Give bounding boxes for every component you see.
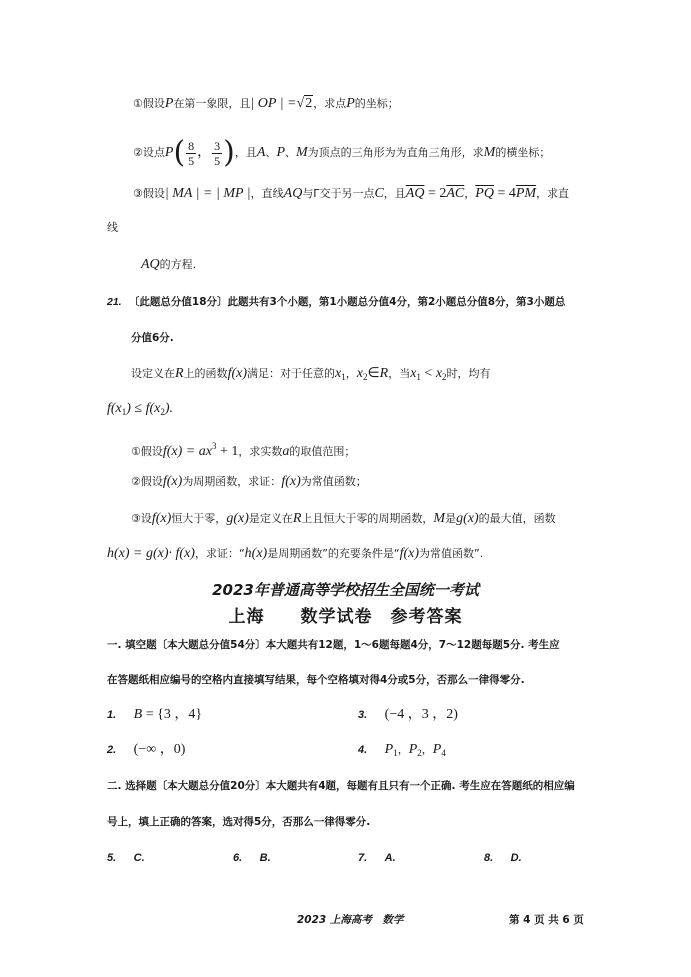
fraction: $\frac{8}{5}$: [188, 138, 195, 168]
q21-part2: ②假设f(x)为周期函数，求证：f(x)为常值函数；: [131, 474, 367, 489]
answer-title: 2023年普通高等学校招生全国统一考试: [212, 581, 479, 599]
answer-5: 5. C.: [107, 852, 145, 864]
fraction: $\frac{3}{5}$: [214, 138, 221, 168]
q21-part3-line1: ③设f(x)恒大于零，g(x)是定义在R上且恒大于零的周期函数，M是g(x)的最大值，函数: [131, 511, 556, 526]
q20-text: 在第一象限，且: [173, 97, 251, 110]
q20-text: ，求点: [313, 97, 347, 110]
section1-instructions-line1: 一. 填空题〔本大题总分值54分〕本大题共有12题，1～6题每题4分，7～12题每题5分. 考生应: [107, 639, 560, 651]
q20-wrap-text: 线: [107, 221, 118, 234]
vector-pm: $\overline{PM}$: [515, 186, 537, 201]
vector-ac: $\overline{AC}$: [446, 186, 465, 201]
answer-3: 3. (−4 ，3 ，2): [358, 707, 458, 722]
section2-instructions-line1: 二. 选择题〔本大题总分值20分〕本大题共有4题，每题有且只有一个正确. 考生应在答题纸的相应编: [107, 780, 575, 792]
answer-subtitle: 上海 数学试卷 参考答案: [228, 607, 463, 627]
vector-pq: $\overline{PQ}$: [475, 186, 494, 201]
section1-instructions-line2: 在答题纸相应编号的空格内直接填写结果，每个空格填对得4分或5分，否那么一律得零分.: [107, 674, 525, 686]
math-var: P: [346, 96, 355, 111]
q21-stem-line1: 设定义在R上的函数f(x)满足：对于任意的$x_1$，$x_2\in R$，当$x_1 < x_2$时，均有: [131, 366, 491, 382]
answer-7: 7. A.: [358, 852, 396, 864]
vector-aq: $\overline{AQ}$: [405, 186, 425, 201]
q20-text: ①假设: [133, 97, 165, 110]
math-var: P: [164, 96, 174, 111]
section2-instructions-line2: 号上，填上正确的答案，选对得5分，否那么一律得零分.: [107, 816, 371, 828]
q21-header-line1: 21. 〔此题总分值18分〕此题共有3个小题，第1小题总分值4分，第2小题总分值8分，第3小题总: [107, 296, 566, 308]
q21-stem-line2: $f(x_1) \le f(x_2)$.: [107, 401, 174, 417]
answer-1: 1. B = {3 ，4}: [107, 707, 203, 722]
q20-part1: ①假设P在第一象限，且| OP | =√2，求点P的坐标；: [133, 96, 399, 111]
answer-8: 8. D.: [484, 852, 522, 864]
footer-page-number: 第 4 页 共 6 页: [509, 914, 584, 926]
q20-part3-end: AQ的方程.: [141, 257, 197, 272]
math-sqrt-value: 2: [305, 96, 313, 111]
answer-2: 2. (−∞ ，0): [107, 742, 186, 757]
answer-4: 4. $P_1$，$P_2$，$P_4$: [358, 742, 446, 758]
question-number: 21.: [107, 296, 122, 308]
q21-header-line2: 分值6分.: [131, 332, 174, 344]
q21-part3-line2: h(x) = g(x)· f(x)，求证：“h(x)是周期函数”的充要条件是“f(x)为常值函数”.: [107, 546, 484, 561]
footer-title: 2023 上海高考 数学: [297, 914, 404, 926]
q20-part2: ②设点P( $\frac{8}{5}$ ， $\frac{3}{5}$ )，且A、P、M为顶点的三角形为为直角三角形，求M的横坐标；: [133, 135, 551, 170]
math-expr: | MA | = | MP |: [164, 186, 251, 201]
math-expr: | OP | =: [250, 96, 297, 111]
q21-part1: ①假设$f(x) = ax^3 + 1$，求实数a的取值范围；: [131, 441, 356, 459]
q20-part3: ③假设| MA | = | MP |，直线AQ与Γ交于另一点C，且$\overline{AQ} = 2\overline{AC}$，$\overline{PQ} = 4\overline{PM}$，求直: [133, 186, 570, 201]
answer-6: 6. B.: [233, 852, 271, 864]
q20-text: 的坐标；: [354, 97, 399, 110]
math-var: P: [164, 145, 174, 160]
q20-text: ②设点: [133, 146, 165, 159]
